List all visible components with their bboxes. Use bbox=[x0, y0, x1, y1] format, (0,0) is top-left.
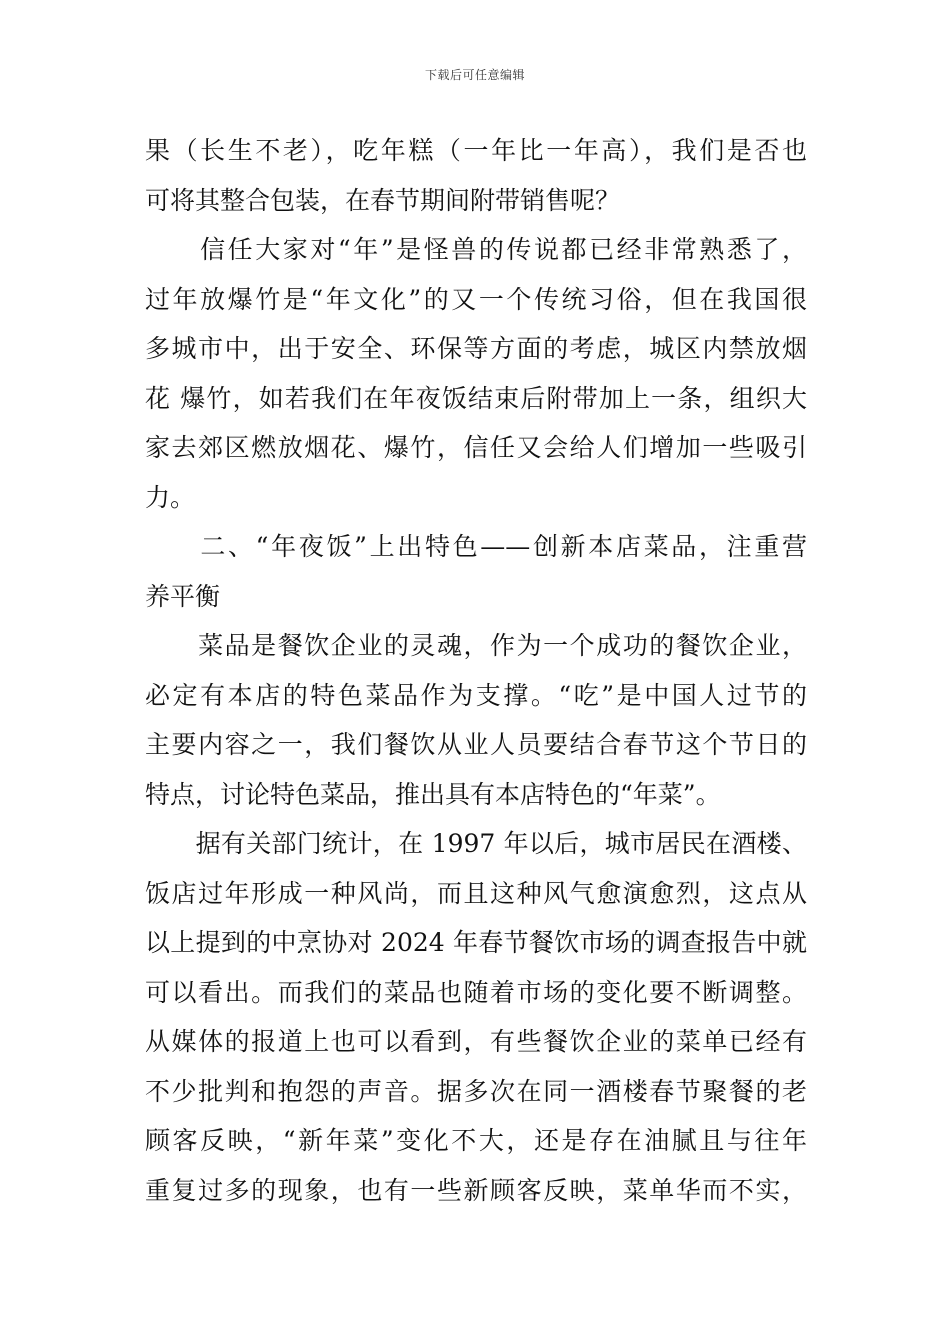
text-line: 力。 bbox=[145, 482, 196, 512]
text-line: 主要内容之一，我们餐饮从业人员要结合春节这个节日的 bbox=[145, 730, 807, 759]
text-line: 信任大家对“年”是怪兽的传说都已经非常熟悉了， bbox=[145, 235, 807, 264]
document-body bbox=[145, 126, 807, 1215]
text-line: 据有关部门统计，在 1997 年以后，城市居民在酒楼、 bbox=[145, 829, 807, 858]
text-line: 特点，讨论特色菜品，推出具有本店特色的“年菜”。 bbox=[145, 779, 721, 809]
text-line: 不少批判和抱怨的声音。据多次在同一酒楼春节聚餐的老 bbox=[145, 1076, 807, 1106]
text-line: 必定有本店的特色菜品作为支撑。“吃”是中国人过节的 bbox=[145, 680, 807, 710]
text-line: 家去郊区燃放烟花、爆竹，信任又会给人们增加一些吸引 bbox=[145, 433, 807, 462]
paragraph-2 bbox=[145, 225, 807, 522]
text-line: 从媒体的报道上也可以看到，有些餐饮企业的菜单已经有 bbox=[145, 1027, 807, 1056]
text-line: 以上提到的中烹协对 2024 年春节餐饮市场的调查报告中就 bbox=[145, 928, 807, 957]
text-line: 养平衡 bbox=[145, 581, 221, 611]
paragraph-3 bbox=[145, 621, 807, 819]
text-line: 饭店过年形成一种风尚，而且这种风气愈演愈烈，这点从 bbox=[145, 878, 807, 908]
text-line: 多城市中，出于安全、环保等方面的考虑，城区内禁放烟 bbox=[145, 334, 807, 363]
text-line: 可将其整合包装，在春节期间附带销售呢？ bbox=[145, 185, 621, 215]
page-header: 下载后可任意编辑 bbox=[424, 68, 525, 82]
paragraph-1 bbox=[145, 126, 807, 225]
text-line: 花 爆竹，如若我们在年夜饭结束后附带加上一条，组织大 bbox=[145, 383, 807, 413]
text-line: 菜品是餐饮企业的灵魂，作为一个成功的餐饮企业， bbox=[145, 631, 807, 660]
section-heading bbox=[145, 522, 807, 621]
text-line: 二、“年夜饭”上出特色——创新本店菜品，注重营 bbox=[145, 532, 807, 561]
text-line: 过年放爆竹是“年文化”的又一个传统习俗，但在我国很 bbox=[145, 284, 807, 314]
text-line: 可以看出。而我们的菜品也随着市场的变化要不断调整。 bbox=[145, 977, 807, 1007]
paragraph-4 bbox=[145, 819, 807, 1215]
text-line: 顾客反映，“新年菜”变化不大，还是存在油腻且与往年 bbox=[145, 1126, 807, 1155]
text-line: 重复过多的现象，也有一些新顾客反映，菜单华而不实， bbox=[145, 1175, 807, 1205]
text-line: 果（长生不老），吃年糕（一年比一年高），我们是否也 bbox=[145, 136, 807, 165]
